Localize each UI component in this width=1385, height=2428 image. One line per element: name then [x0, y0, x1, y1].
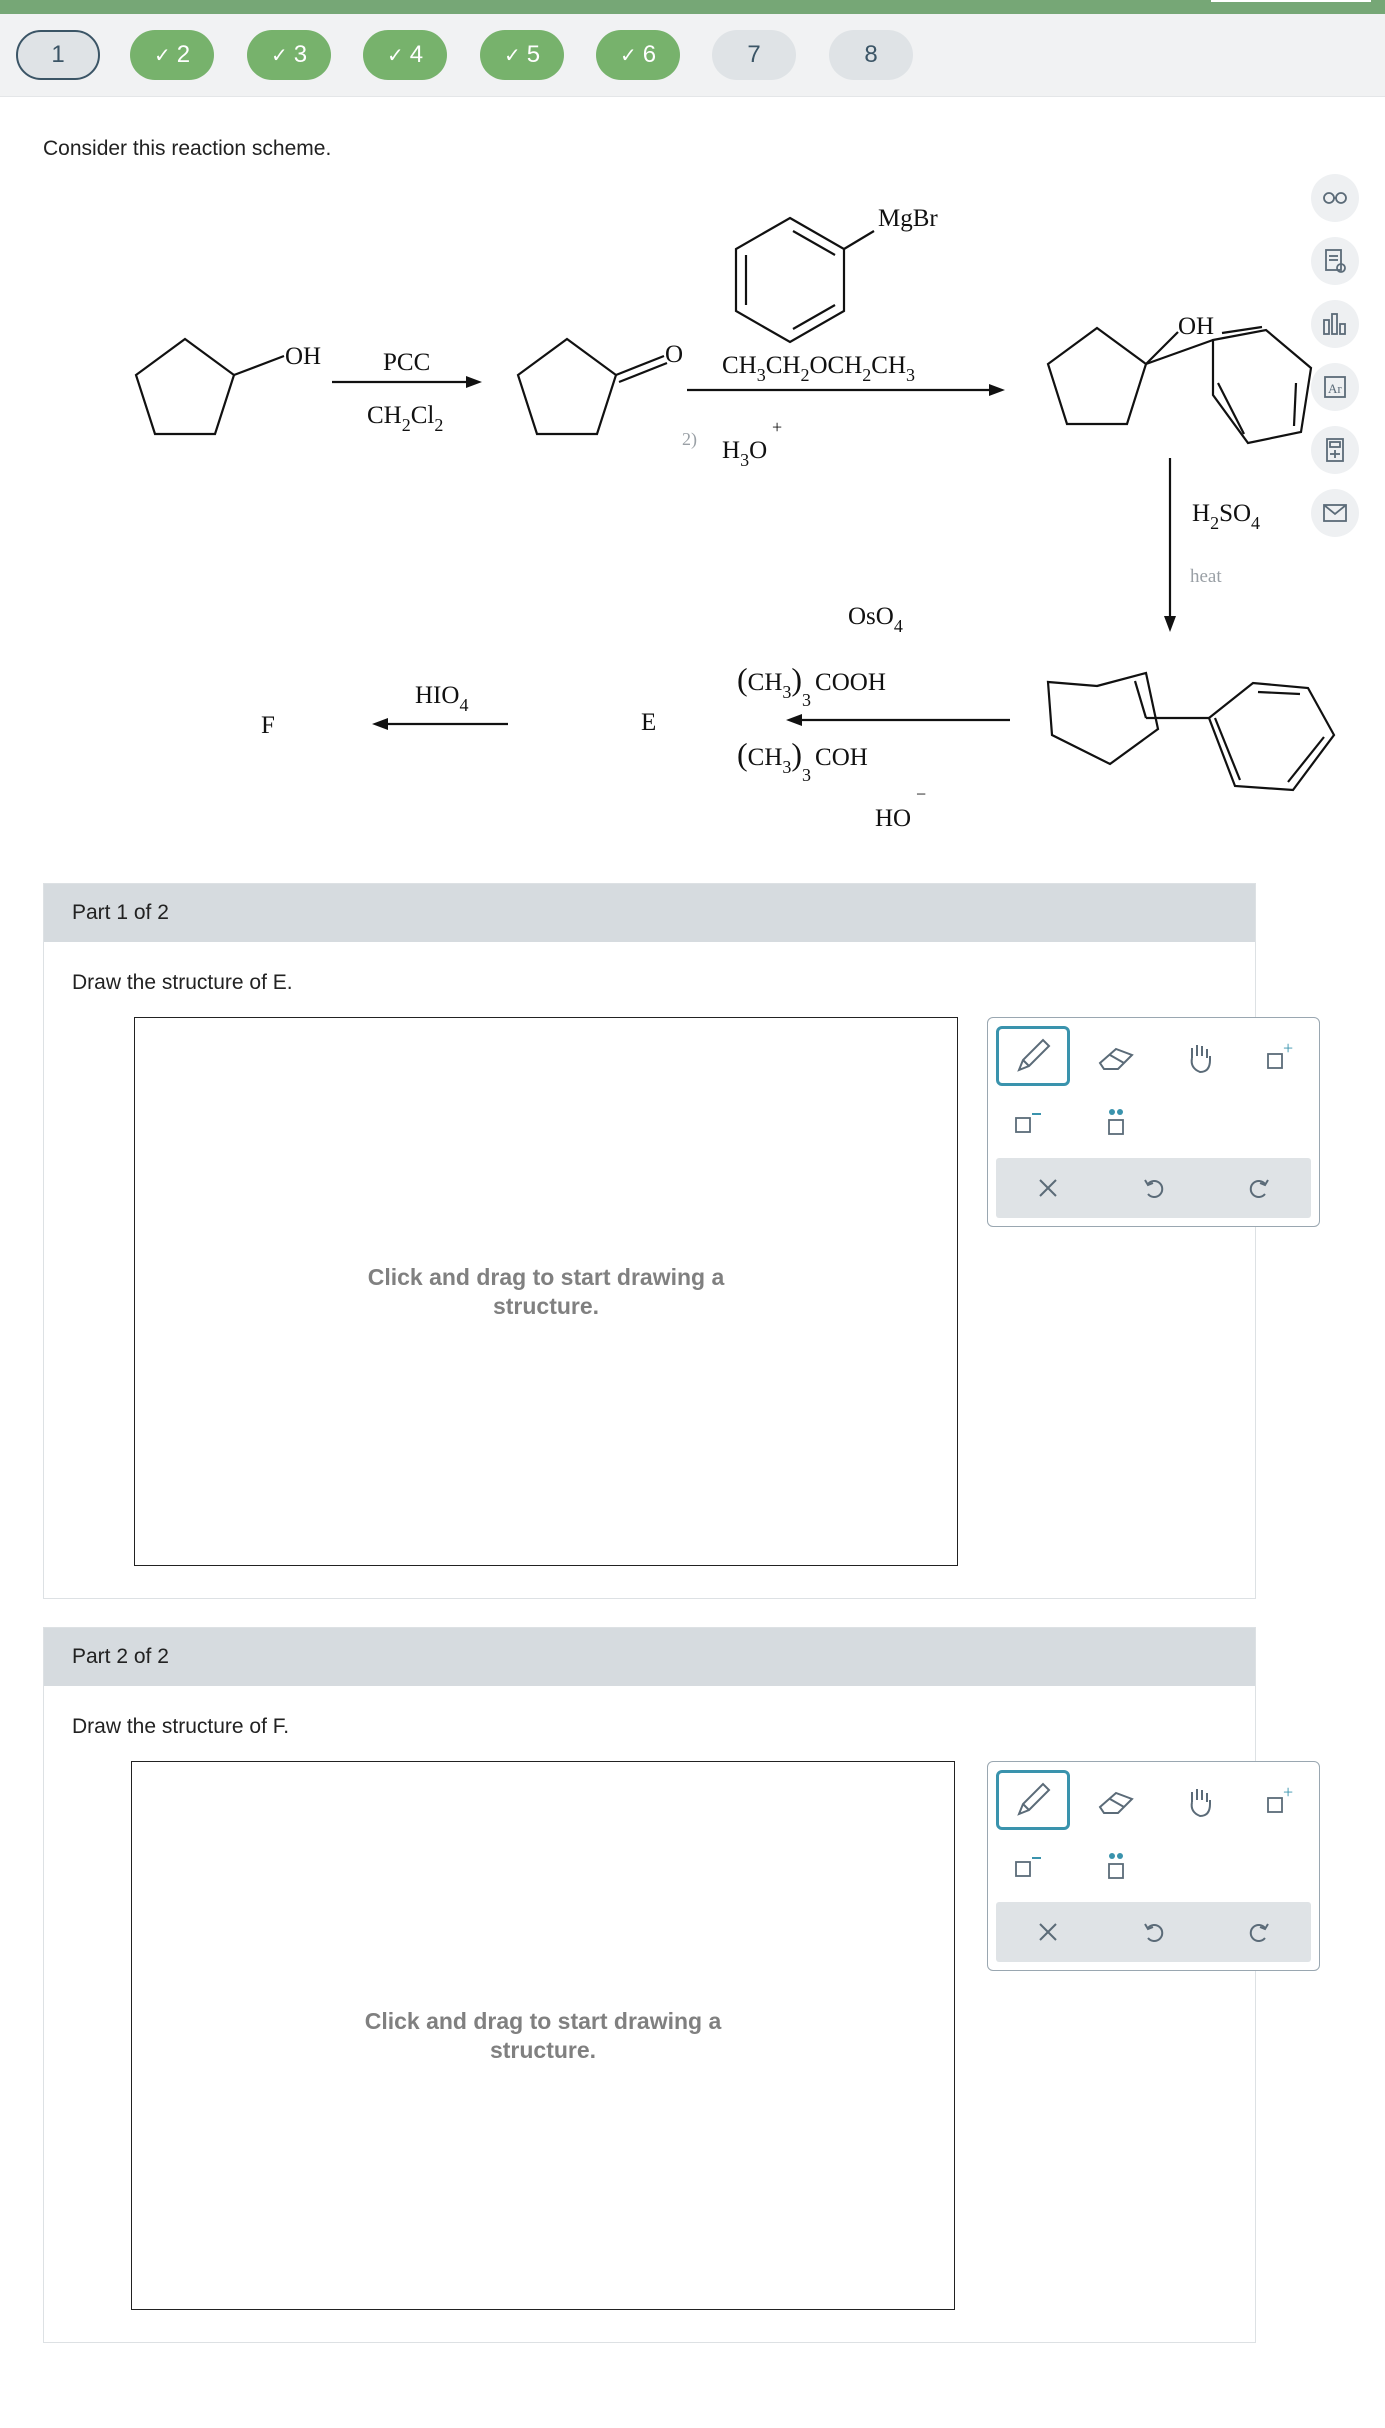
action-bar [996, 1158, 1311, 1218]
charge-minus: − [916, 784, 927, 804]
part-1-prompt: Draw the structure of E. [72, 971, 293, 994]
cyclopentane-ring [1048, 328, 1146, 424]
positive-charge-button[interactable] [1248, 1774, 1312, 1830]
redo-button[interactable] [1229, 1158, 1289, 1218]
check-icon: ✓ [503, 44, 521, 67]
positive-charge-icon [1262, 1784, 1298, 1820]
check-icon: ✓ [153, 44, 171, 67]
condition-heat: heat [1190, 566, 1222, 587]
reaction-scheme [0, 180, 1385, 860]
close-icon [1037, 1177, 1059, 1199]
step-label: 6 [642, 41, 657, 68]
part-2-prompt: Draw the structure of F. [72, 1715, 290, 1738]
negative-charge-icon [1010, 1848, 1046, 1884]
undo-button[interactable] [1124, 1158, 1184, 1218]
glasses-icon[interactable] [1311, 174, 1359, 222]
step-label: 8 [864, 41, 878, 68]
benzene-ring [736, 218, 844, 342]
redo-button[interactable] [1229, 1902, 1289, 1962]
top-progress-bar [0, 0, 1385, 14]
step-3-button[interactable] [247, 30, 331, 80]
part-2-header: Part 2 of 2 [44, 1628, 1255, 1686]
negative-charge-button[interactable] [996, 1838, 1060, 1894]
canvas-hint: Click and drag to start drawing a structure. [364, 2007, 722, 2063]
check-icon: ✓ [270, 44, 288, 67]
hydroxyl-label: OH [1178, 313, 1215, 340]
cyclopentanone-ring [518, 339, 616, 434]
check-icon: ✓ [386, 44, 404, 67]
arrow-head [1164, 616, 1176, 632]
mgbr-label: MgBr [878, 205, 938, 232]
reagent-hio4: $HIO_4$ [415, 682, 469, 715]
bar-chart-icon[interactable] [1311, 300, 1359, 348]
periodic-table-icon[interactable] [1311, 363, 1359, 411]
lone-pair-icon [1098, 1104, 1134, 1140]
drawing-toolbox [987, 1017, 1320, 1227]
solvent-ch2cl2: $CH_2Cl_2$ [367, 402, 444, 435]
arrow-head [372, 718, 388, 730]
pencil-icon [1013, 1780, 1053, 1820]
svg-text:Ar: Ar [1328, 381, 1342, 396]
charge-plus: + [772, 417, 783, 437]
hydroxyl-label: OH [285, 343, 322, 370]
step-label: 3 [293, 41, 308, 68]
step-label: 4 [409, 41, 424, 68]
step-5-button[interactable] [480, 30, 564, 80]
question-navigation [0, 14, 1385, 97]
step-6-button[interactable] [596, 30, 680, 80]
redo-icon [1247, 1920, 1271, 1944]
reagent-h3o: $H_3O$ [722, 437, 768, 470]
compound-f-label: F [261, 712, 275, 739]
step-label: 7 [747, 41, 761, 68]
positive-charge-icon [1262, 1040, 1298, 1076]
drawing-canvas[interactable] [131, 1761, 955, 2310]
svg-text:+: + [1283, 1784, 1294, 1802]
undo-icon [1142, 1176, 1166, 1200]
arrow-head [466, 376, 482, 388]
arrow-head [786, 714, 802, 726]
hand-tool-button[interactable] [1168, 1030, 1232, 1086]
lone-pair-button[interactable] [1084, 1838, 1148, 1894]
close-icon [1037, 1921, 1059, 1943]
benzene-ring [1209, 683, 1334, 790]
hand-tool-button[interactable] [1168, 1774, 1232, 1830]
clear-button[interactable] [1018, 1158, 1078, 1218]
carbonyl-oxygen-label: O [665, 341, 684, 368]
part-1-header: Part 1 of 2 [44, 884, 1255, 942]
hand-icon [1182, 1040, 1218, 1076]
part-1-panel [43, 883, 1256, 1599]
drawing-toolbox [987, 1761, 1320, 1971]
reagent-pcc: PCC [383, 349, 431, 376]
step-4-button[interactable] [363, 30, 447, 80]
negative-charge-icon [1010, 1104, 1046, 1140]
step-7-button[interactable] [712, 30, 796, 80]
eraser-icon [1096, 1043, 1136, 1073]
reagent-h2so4: $H_2SO_4$ [1192, 500, 1261, 533]
reagent-hydroxide: HO [875, 805, 912, 832]
cyclopentene-ring [1048, 673, 1158, 764]
eraser-tool-button[interactable] [1084, 1774, 1148, 1830]
part-2-panel [43, 1627, 1256, 2343]
step-2-label: 2) [682, 429, 697, 449]
clear-button[interactable] [1018, 1902, 1078, 1962]
undo-button[interactable] [1124, 1902, 1184, 1962]
step-2-button[interactable] [130, 30, 214, 80]
lone-pair-button[interactable] [1084, 1094, 1148, 1150]
step-8-button[interactable] [829, 30, 913, 80]
step-label: 1 [51, 41, 65, 68]
arrow-head [989, 384, 1005, 396]
lone-pair-icon [1098, 1848, 1134, 1884]
reagent-tbhp: $(CH_3)_3COOH$ [737, 661, 886, 710]
calculator-icon[interactable] [1311, 426, 1359, 474]
question-intro: Consider this reaction scheme. [43, 137, 332, 160]
step-1-button[interactable] [16, 30, 100, 80]
undo-icon [1142, 1920, 1166, 1944]
check-icon: ✓ [619, 44, 637, 67]
step-label: 2 [176, 41, 191, 68]
pencil-tool-button[interactable] [996, 1026, 1070, 1086]
negative-charge-button[interactable] [996, 1094, 1060, 1150]
notes-icon[interactable] [1311, 237, 1359, 285]
step-label: 5 [526, 41, 541, 68]
mail-icon[interactable] [1311, 489, 1359, 537]
hand-icon [1182, 1784, 1218, 1820]
action-bar [996, 1902, 1311, 1962]
drawing-canvas[interactable] [134, 1017, 958, 1566]
redo-icon [1247, 1176, 1271, 1200]
compound-e-label: E [641, 709, 657, 736]
svg-text:+: + [1283, 1040, 1294, 1058]
solvent-ether: $CH_3CH_2OCH_2CH_3$ [722, 352, 915, 385]
eraser-icon [1096, 1787, 1136, 1817]
canvas-hint: Click and drag to start drawing a structure. [367, 1263, 725, 1319]
eraser-tool-button[interactable] [1084, 1030, 1148, 1086]
reagent-tbuoh: $(CH_3)_3COH$ [737, 736, 868, 785]
pencil-tool-button[interactable] [996, 1770, 1070, 1830]
reagent-oso4: OsO$_4$ [848, 603, 903, 636]
positive-charge-button[interactable] [1248, 1030, 1312, 1086]
pencil-icon [1013, 1036, 1053, 1076]
cyclopentane-ring [136, 339, 234, 434]
